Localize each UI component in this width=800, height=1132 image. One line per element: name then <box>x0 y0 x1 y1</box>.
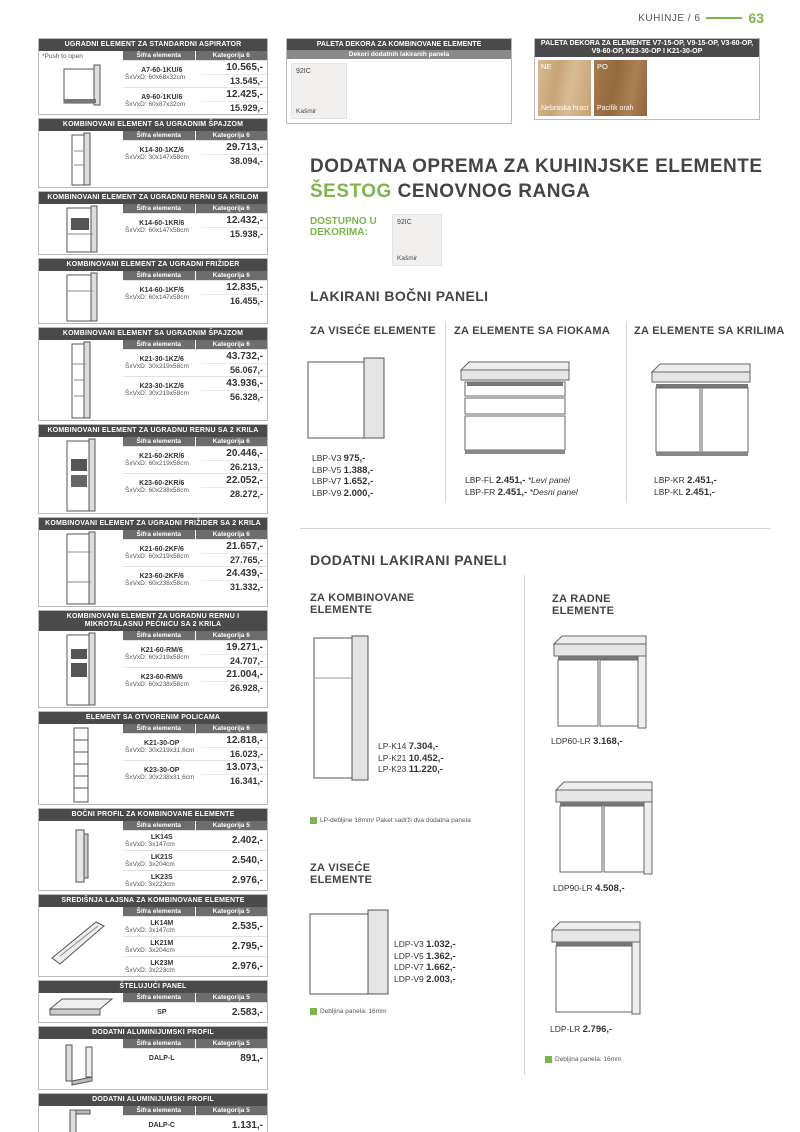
decor-palette-title: PALETA DEKORA ZA KOMBINOVANE ELEMENTE <box>287 39 511 50</box>
price-alt: 56.328,- <box>201 390 268 403</box>
price-block <box>38 517 268 607</box>
col-category-header: Kategorija 6 <box>195 724 268 733</box>
price-alt: 15.938,- <box>201 227 268 240</box>
price-block <box>38 808 268 891</box>
element-dimensions: ŠxVxD: 60x219x58cm <box>125 460 189 467</box>
price: 13.073,- <box>226 762 263 773</box>
price-row: LP-K21 10.452,- <box>378 752 444 764</box>
drawer-panel-prices <box>465 475 578 498</box>
price-alt: 26.928,- <box>201 681 268 694</box>
price-alt: 16.341,- <box>201 774 268 787</box>
price-alt: 31.332,- <box>201 580 268 593</box>
column-header <box>123 821 267 830</box>
element-code: K21-60-2KF/6 <box>139 546 184 553</box>
element-dimensions: ŠxVxD: 30x219x58cm <box>125 363 189 370</box>
hanging-panel-prices <box>312 453 373 499</box>
decor-code: 92IC <box>296 68 311 75</box>
element-code: K23-30-1KZ/6 <box>139 383 184 390</box>
push-to-open-note: *Push to open <box>42 53 83 60</box>
divider <box>300 528 770 529</box>
product-image <box>39 907 123 976</box>
decor-palette-title: PALETA DEKORA ZA ELEMENTE V7-15-OP, V9-15-OP, V3-60-OP, V9-60-OP, K23-30-OP I K21-30-OP <box>535 39 759 57</box>
element-code: K23-60-2KF/6 <box>139 573 184 580</box>
price-block <box>38 711 268 805</box>
element-dimensions: ŠxVxD: 3x204cm <box>125 946 175 954</box>
element-code: DALP-C <box>148 1122 175 1129</box>
price-row: LBP-KL 2.451,- <box>654 486 715 498</box>
product-image <box>39 1106 123 1132</box>
page-header <box>638 10 764 26</box>
col-category-header: Kategorija 5 <box>195 993 268 1002</box>
block-title: KOMBINOVANI ELEMENT ZA UGRADNI FRIŽIDER <box>39 259 267 271</box>
price: 12.425,- <box>226 89 263 100</box>
product-image <box>39 271 123 323</box>
col-category-header: Kategorija 5 <box>195 1039 268 1048</box>
element-code: K14-60-1KR/6 <box>139 220 185 227</box>
price-block <box>38 1093 268 1132</box>
hanging-extra-prices <box>394 939 456 985</box>
price-alt: 27.765,- <box>201 553 268 566</box>
element-code: K21-30-1KZ/6 <box>139 356 184 363</box>
decor-palette-elements <box>534 38 760 120</box>
price-row: LDP60-LR 3.168,- <box>551 736 623 747</box>
hanging-panel-figure <box>308 908 392 998</box>
element-dimensions: ŠxVxD: 60x147x58cm <box>125 227 189 234</box>
price: 24.439,- <box>226 568 263 579</box>
divider <box>626 322 627 502</box>
product-image <box>39 131 123 187</box>
price: 19.271,- <box>226 642 263 653</box>
col-code-header: Šifra elementa <box>136 632 181 639</box>
price-row <box>123 566 267 593</box>
door-cabinet-figure <box>650 362 752 462</box>
base-cabinet-figure-90 <box>552 780 656 880</box>
element-dimensions: ŠxVxD: 3x147cm <box>125 840 175 848</box>
price: 2.402,- <box>231 835 263 846</box>
header-rule <box>706 17 742 19</box>
element-code: K14-30-1KZ/6 <box>139 147 184 154</box>
price-block <box>38 424 268 514</box>
price-row <box>123 936 267 956</box>
price-row: LBP-FL 2.451,- *Levi panel <box>465 475 570 486</box>
decor-palette-subtitle: Dekori dodatnih lakiranih panela <box>287 50 511 59</box>
subsection-drawers: ZA ELEMENTE SA FIOKAMA <box>454 325 611 337</box>
base-cabinet-figure-single <box>548 920 644 1020</box>
price-block <box>38 1026 268 1090</box>
element-code: LK14M <box>150 919 174 927</box>
col-code-header: Šifra elementa <box>136 341 181 348</box>
element-code: K21-30-OP <box>144 740 180 747</box>
price-block <box>38 894 268 977</box>
price-row <box>123 280 267 307</box>
element-code: SP <box>157 1009 167 1016</box>
hanging-cabinet-figure <box>306 356 388 442</box>
decor-name: Kašmir <box>296 108 317 115</box>
col-category-header: Kategorija 6 <box>195 204 268 213</box>
price: 29.713,- <box>226 142 263 153</box>
left-price-column <box>38 38 268 1132</box>
available-in-decors-label: DOSTUPNO U DEKORIMA: <box>310 216 377 238</box>
col-category-header: Kategorija 6 <box>195 131 268 140</box>
price-alt: 16.023,- <box>201 747 268 760</box>
column-header <box>123 1039 267 1048</box>
col-code-header: Šifra elementa <box>136 994 181 1001</box>
tall-cabinet-panel-figure <box>312 632 374 782</box>
price: 22.052,- <box>226 475 263 486</box>
col-code-header: Šifra elementa <box>136 1040 181 1047</box>
product-image <box>39 340 123 420</box>
price-row <box>123 376 267 403</box>
price-row <box>123 640 267 667</box>
price-alt: 16.455,- <box>201 294 268 307</box>
element-dimensions: ŠxVxD: 30x219x31,6cm <box>125 747 195 754</box>
price: 2.535,- <box>231 921 263 932</box>
price-row <box>123 733 267 760</box>
bullet-icon <box>310 1008 317 1015</box>
col-category-header: Kategorija 6 <box>195 530 268 539</box>
block-title: KOMBINOVANI ELEMENT SA UGRADNIM ŠPAJZOM <box>39 328 267 340</box>
bullet-icon <box>545 1056 552 1063</box>
element-code: A7-60-1KU/6 <box>141 67 183 74</box>
title-highlight: ŠESTOG <box>310 181 392 202</box>
price-row: LBP-KR 2.451,- <box>654 475 717 486</box>
element-dimensions: ŠxVxD: 60x238x58cm <box>125 487 189 494</box>
col-category-header: Kategorija 5 <box>195 821 268 830</box>
price-block <box>38 327 268 421</box>
product-image <box>39 1039 123 1089</box>
block-title: UGRADNI ELEMENT ZA STANDARDNI ASPIRATOR <box>39 39 267 51</box>
product-image <box>39 821 123 890</box>
price: 2.540,- <box>231 855 263 866</box>
block-title: SREDIŠNJA LAJSNA ZA KOMBINOVANE ELEMENTE <box>39 895 267 907</box>
decor-code: PO <box>597 62 608 71</box>
divider <box>445 322 446 502</box>
price-row <box>123 1115 267 1132</box>
price-row <box>123 667 267 694</box>
decor-swatch-nebraska <box>538 60 591 116</box>
price-row <box>123 87 267 114</box>
block-title: KOMBINOVANI ELEMENT ZA UGRADNU RERNU I MIKROTALASNU PEĆNICU SA 2 KRILA <box>39 611 267 631</box>
main-subtitle <box>310 181 590 203</box>
element-dimensions: ŠxVxD: 60x68x32cm <box>125 74 186 81</box>
col-category-header: Kategorija 6 <box>195 271 268 280</box>
hanging-extra-note: Debljina panela: 16mm <box>310 1008 386 1015</box>
price-block <box>38 191 268 255</box>
element-dimensions: ŠxVxD: 60x87x32cm <box>125 101 186 108</box>
section-title-side-panels: LAKIRANI BOČNI PANELI <box>310 288 489 304</box>
element-code: LK23S <box>150 873 173 881</box>
decor-code: 92IC <box>397 219 412 226</box>
price: 1.131,- <box>231 1120 263 1131</box>
subsection-hanging-extra: ZA VISEĆE ELEMENTE <box>310 862 373 886</box>
col-category-header: Kategorija 6 <box>195 631 268 640</box>
price: 891,- <box>240 1053 263 1064</box>
element-dimensions: ŠxVxD: 60x238x58cm <box>125 580 189 587</box>
element-code: K21-60-RM/6 <box>140 647 183 654</box>
decor-name: Kašmir <box>397 255 418 262</box>
element-code: LK21M <box>150 939 174 947</box>
combined-panel-prices <box>378 741 444 776</box>
column-header <box>123 131 267 140</box>
price: 12.835,- <box>226 282 263 293</box>
price-block <box>38 118 268 188</box>
decor-name: Pacifik orah <box>597 105 634 112</box>
element-dimensions: ŠxVxD: 3x223cm <box>125 880 175 888</box>
combined-panel-note: LP-debljine 18mm/ Paket sadrži dva dodatna panela <box>310 817 471 824</box>
price: 20.446,- <box>226 448 263 459</box>
section-label: KUHINJE / 6 <box>638 12 701 24</box>
price-alt: 26.213,- <box>201 460 268 473</box>
price: 12.818,- <box>226 735 263 746</box>
price-row: LBP-FR 2.451,- *Desni panel <box>465 486 578 498</box>
element-code: LK14S <box>150 833 173 841</box>
column-header <box>123 204 267 213</box>
price-row: LDP-V9 2.003,- <box>394 973 456 985</box>
column-header <box>123 340 267 349</box>
column-header <box>123 271 267 280</box>
col-code-header: Šifra elementa <box>136 438 181 445</box>
product-image <box>39 993 123 1022</box>
element-dimensions: ŠxVxD: 3x147cm <box>125 926 175 934</box>
price-alt: 13.545,- <box>201 74 268 87</box>
subsection-doors: ZA ELEMENTE SA KRILIMA <box>634 325 785 337</box>
bullet-icon <box>310 817 317 824</box>
element-dimensions: ŠxVxD: 60x219x58cm <box>125 654 189 661</box>
price-row <box>123 850 267 870</box>
block-title: KOMBINOVANI ELEMENT SA UGRADNIM ŠPAJZOM <box>39 119 267 131</box>
element-code: K14-60-1KF/6 <box>139 287 184 294</box>
price-row <box>123 760 267 787</box>
block-title: DODATNI ALUMINIJUMSKI PROFIL <box>39 1094 267 1106</box>
title-rest: CENOVNOG RANGA <box>391 181 591 202</box>
element-dimensions: ŠxVxD: 60x219x58cm <box>125 553 189 560</box>
price: 21.004,- <box>226 669 263 680</box>
col-category-header: Kategorija 6 <box>195 340 268 349</box>
price-row: LP-K14 7.304,- <box>378 741 439 752</box>
price-row <box>123 830 267 850</box>
subsection-work: ZA RADNE ELEMENTE <box>552 593 615 617</box>
price-alt: 38.094,- <box>201 154 268 167</box>
work-price-90 <box>553 883 625 895</box>
work-price-single <box>550 1024 612 1036</box>
element-code: A9-60-1KU/6 <box>141 94 183 101</box>
element-dimensions: ŠxVxD: 60x147x58cm <box>125 294 189 301</box>
price-row <box>123 916 267 936</box>
column-header <box>123 530 267 539</box>
subsection-combined: ZA KOMBINOVANE ELEMENTE <box>310 592 415 616</box>
price-row <box>123 1048 267 1068</box>
element-dimensions: ŠxVxD: 3x204cm <box>125 860 175 868</box>
base-cabinet-figure-60 <box>550 634 650 734</box>
element-dimensions: ŠxVxD: 30x219x58cm <box>125 390 189 397</box>
price-row: LDP-V7 1.662,- <box>394 962 456 973</box>
price: 43.732,- <box>226 351 263 362</box>
element-code: K21-60-2KR/6 <box>139 453 185 460</box>
price-row: LDP90-LR 4.508,- <box>553 883 625 894</box>
column-header <box>123 631 267 640</box>
col-code-header: Šifra elementa <box>136 725 181 732</box>
drawer-cabinet-figure <box>457 360 573 460</box>
price-row <box>123 473 267 500</box>
work-price-60 <box>551 736 623 748</box>
product-image <box>39 724 123 804</box>
column-header <box>123 724 267 733</box>
price-block <box>38 38 268 115</box>
element-code: LK23M <box>150 959 174 967</box>
price-row <box>123 140 267 167</box>
price-block <box>38 610 268 708</box>
price: 21.657,- <box>226 541 263 552</box>
price-alt: 28.272,- <box>201 487 268 500</box>
price-row <box>123 446 267 473</box>
decor-name: Nebraska hrast <box>541 105 589 112</box>
decor-palette-combined <box>286 38 512 124</box>
section-title-extra-panels: DODATNI LAKIRANI PANELI <box>310 552 507 568</box>
price-alt: 15.929,- <box>201 101 268 114</box>
price-row: LBP-V3 975,- <box>312 453 366 464</box>
price-row: LP-K23 11.220,- <box>378 764 444 775</box>
price-row: LDP-V5 1.362,- <box>394 950 456 962</box>
col-code-header: Šifra elementa <box>136 272 181 279</box>
divider <box>524 575 525 1075</box>
product-image <box>39 51 123 114</box>
price-alt: 56.067,- <box>201 363 268 376</box>
price-row <box>123 349 267 376</box>
block-title: KOMBINOVANI ELEMENT ZA UGRADNI FRIŽIDER SA 2 KRILA <box>39 518 267 530</box>
col-code-header: Šifra elementa <box>136 908 181 915</box>
element-code: K23-60-2KR/6 <box>139 480 185 487</box>
column-header <box>123 907 267 916</box>
element-code: LK21S <box>150 853 173 861</box>
work-panel-note: Debljina panela: 16mm <box>545 1056 621 1063</box>
column-header <box>123 51 267 60</box>
element-code: K23-30-OP <box>144 767 180 774</box>
element-dimensions: ŠxVxD: 60x238x58cm <box>125 681 189 688</box>
price-row: LDP-LR 2.796,- <box>550 1024 613 1035</box>
price: 2.795,- <box>231 941 263 952</box>
price-row <box>123 870 267 890</box>
price-row: LBP-V5 1.388,- <box>312 464 374 476</box>
door-panel-prices <box>654 475 717 498</box>
block-title: BOČNI PROFIL ZA KOMBINOVANE ELEMENTE <box>39 809 267 821</box>
element-code: DALP-L <box>148 1055 175 1062</box>
price: 2.976,- <box>231 961 263 972</box>
price-row <box>123 60 267 87</box>
price: 2.976,- <box>231 875 263 886</box>
decor-swatch-kasmir <box>291 63 347 119</box>
col-code-header: Šifra elementa <box>136 1107 181 1114</box>
price-row: LDP-V3 1.032,- <box>394 939 456 950</box>
block-title: DODATNI ALUMINIJUMSKI PROFIL <box>39 1027 267 1039</box>
col-code-header: Šifra elementa <box>136 205 181 212</box>
price: 43.936,- <box>226 378 263 389</box>
price-row <box>123 539 267 566</box>
price-row: LBP-V9 2.000,- <box>312 487 374 499</box>
block-title: ELEMENT SA OTVORENIM POLICAMA <box>39 712 267 724</box>
price: 2.583,- <box>231 1007 263 1018</box>
col-category-header: Kategorija 5 <box>195 1106 268 1115</box>
column-header <box>123 1106 267 1115</box>
decor-swatch-pacifik <box>594 60 647 116</box>
price: 12.432,- <box>226 215 263 226</box>
price: 10.565,- <box>226 62 263 73</box>
price-row: LBP-V7 1.652,- <box>312 476 374 487</box>
block-title: KOMBINOVANI ELEMENT ZA UGRADNU RERNU SA 2 KRILA <box>39 425 267 437</box>
col-code-header: Šifra elementa <box>136 822 181 829</box>
decor-swatch-kasmir-main <box>392 214 442 266</box>
element-dimensions: ŠxVxD: 30x238x31,6cm <box>125 774 195 781</box>
column-header <box>123 437 267 446</box>
col-category-header: Kategorija 5 <box>195 907 268 916</box>
block-title: KOMBINOVANI ELEMENT ZA UGRADNU RERNU SA KRILOM <box>39 192 267 204</box>
col-code-header: Šifra elementa <box>136 132 181 139</box>
col-code-header: Šifra elementa <box>136 531 181 538</box>
product-image <box>39 530 123 606</box>
price-block <box>38 258 268 324</box>
element-dimensions: ŠxVxD: 30x147x58cm <box>125 154 189 161</box>
main-title: DODATNA OPREMA ZA KUHINJSKE ELEMENTE <box>310 156 763 177</box>
price-alt: 24.707,- <box>201 654 268 667</box>
column-header <box>123 993 267 1002</box>
price-block <box>38 980 268 1023</box>
product-image <box>39 631 123 707</box>
subsection-hanging: ZA VISEĆE ELEMENTE <box>310 325 437 337</box>
page-number: 63 <box>748 10 764 26</box>
price-row <box>123 213 267 240</box>
product-image <box>39 437 123 513</box>
product-image <box>39 204 123 254</box>
element-code: K23-60-RM/6 <box>140 674 183 681</box>
col-category-header: Kategorija 6 <box>195 437 268 446</box>
decor-code: NE <box>541 62 552 71</box>
element-dimensions: ŠxVxD: 3x223cm <box>125 966 175 974</box>
price-row <box>123 956 267 976</box>
price-row <box>123 1002 267 1022</box>
col-code-header: Šifra elementa <box>136 52 181 59</box>
block-title: ŠTELUJUĆI PANEL <box>39 981 267 993</box>
col-category-header: Kategorija 6 <box>195 51 268 60</box>
